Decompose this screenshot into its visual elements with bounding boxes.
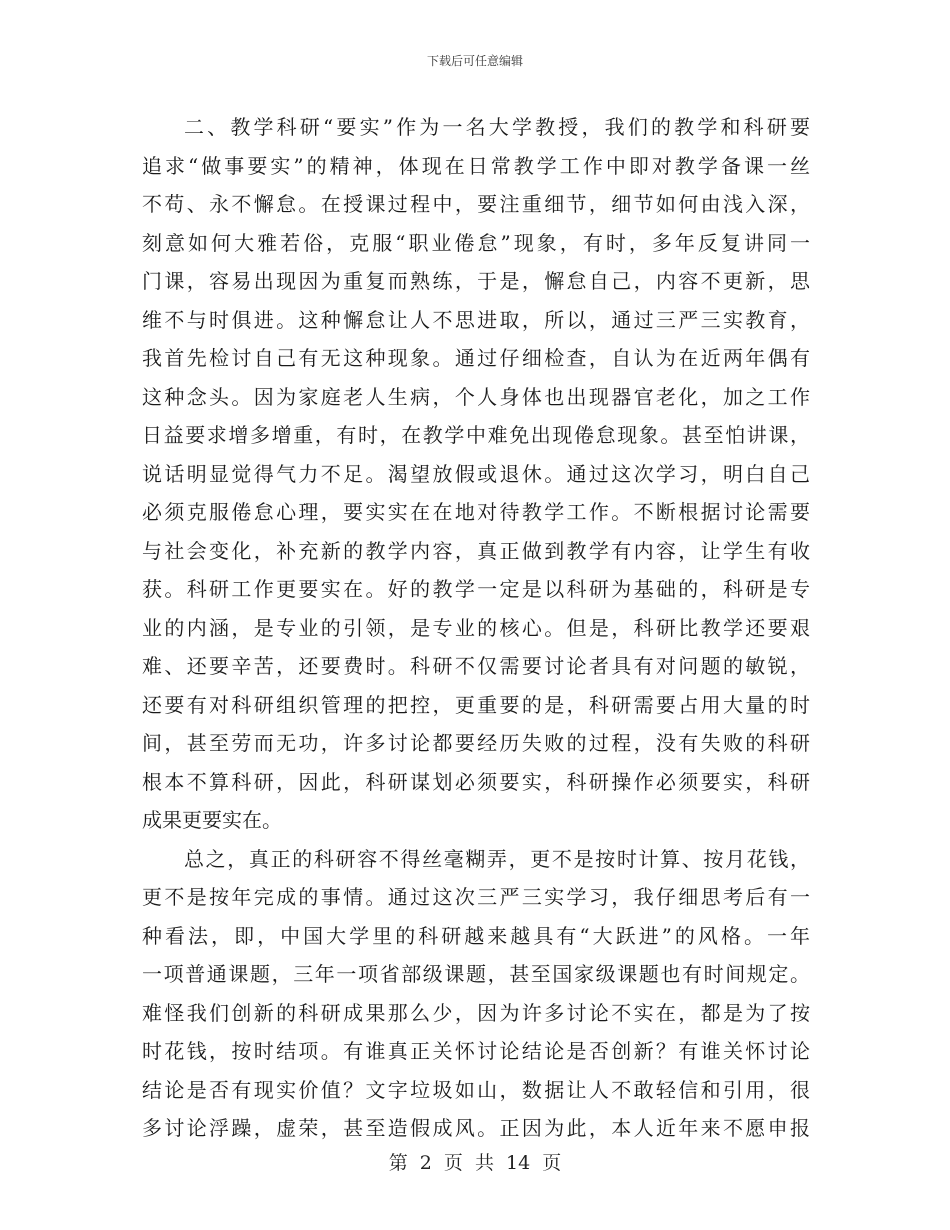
text-line: 难、还要辛苦，还要费时。科研不仅需要讨论者具有对问题的敏锐， [142, 654, 810, 678]
text-line: 维不与时俱进。这种懈怠让人不思进取，所以，通过三严三实教育， [142, 307, 810, 332]
text-line: 更不是按年完成的事情。通过这次三严三实学习，我仔细思考后有一 [142, 885, 810, 909]
text-line: 一项普通课题，三年一项省部级课题，甚至国家级课题也有时间规定。 [142, 962, 810, 986]
text-line: 追求“做事要实”的精神，体现在日常教学工作中即对教学备课一丝 [142, 153, 810, 178]
page-number: 第 2 页 共 14 页 [388, 1152, 562, 1174]
text-line: 与社会变化，补充新的教学内容，真正做到教学有内容，让学生有收 [142, 538, 810, 563]
paragraph-1 [142, 108, 810, 840]
text-line: 获。科研工作更要实在。好的教学一定是以科研为基础的，科研是专 [142, 577, 810, 601]
text-line: 二、教学科研“要实”作为一名大学教授，我们的教学和科研要 [184, 115, 810, 139]
text-line: 结论是否有现实价值？文字垃圾如山，数据让人不敢轻信和引用，很 [142, 1077, 810, 1102]
text-line: 说话明显觉得气力不足。渴望放假或退休。通过这次学习，明白自己 [142, 461, 810, 486]
text-line: 根本不算科研，因此，科研谋划必须要实，科研操作必须要实，科研 [142, 769, 810, 794]
text-line: 间，甚至劳而无功，许多讨论都要经历失败的过程，没有失败的科研 [142, 731, 810, 755]
text-line: 难怪我们创新的科研成果那么少，因为许多讨论不实在，都是为了按 [142, 1000, 810, 1025]
text-line: 我首先检讨自己有无这种现象。通过仔细检查，自认为在近两年偶有 [142, 346, 810, 370]
text-line: 刻意如何大雅若俗，克服“职业倦怠”现象，有时，多年反复讲同一 [142, 230, 810, 255]
text-line: 多讨论浮躁，虚荣，甚至造假成风。正因为此，本人近年来不愿申报 [142, 1116, 810, 1140]
text-line: 不苟、永不懈怠。在授课过程中，要注重细节，细节如何由浅入深， [142, 192, 810, 216]
text-line: 总之，真正的科研容不得丝毫糊弄，更不是按时计算、按月花钱， [184, 846, 810, 871]
page-header: 下载后可任意编辑 [426, 54, 523, 68]
text-line: 业的内涵，是专业的引领，是专业的核心。但是，科研比教学还要艰 [142, 615, 810, 640]
text-line: 时花钱，按时结项。有谁真正关怀讨论结论是否创新？有谁关怀讨论 [142, 1039, 810, 1063]
text-line: 种看法，即，中国大学里的科研越来越具有“大跃进”的风格。一年 [142, 923, 810, 948]
text-line: 日益要求增多增重，有时，在教学中难免出现倦怠现象。甚至怕讲课， [142, 423, 810, 447]
document-body [142, 108, 810, 1148]
paragraph-2 [142, 840, 810, 1148]
text-line: 门课，容易出现因为重复而熟练，于是，懈怠自己，内容不更新，思 [142, 269, 810, 293]
text-line: 还要有对科研组织管理的把控，更重要的是，科研需要占用大量的时 [142, 692, 810, 717]
text-line: 必须克服倦怠心理，要实实在在地对待教学工作。不断根据讨论需要 [142, 500, 810, 524]
text-line: 这种念头。因为家庭老人生病，个人身体也出现器官老化，加之工作 [142, 384, 810, 409]
text-line: 成果更要实在。 [142, 808, 282, 832]
